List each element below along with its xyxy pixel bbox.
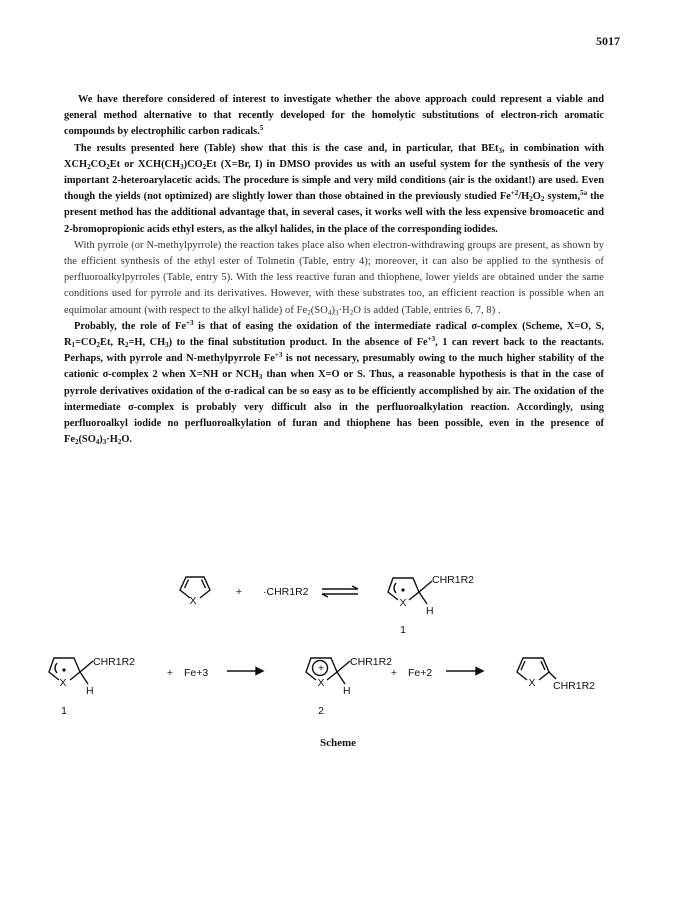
hydrogen: H — [343, 685, 351, 697]
plus-sign: + — [166, 667, 174, 679]
sigma-complex-radical-row2 — [49, 658, 93, 684]
fe3-reagent: Fe+3 — [184, 667, 209, 679]
fe2-product: Fe+2 — [408, 667, 433, 679]
hydrogen: H — [426, 605, 434, 617]
ring-atom: X — [528, 677, 536, 689]
paragraph-4: Probably, the role of $Fe^{+3}$ is that of easing the oxidation of the intermediate radical σ-complex (Scheme, X=O, S, $R_1=CO_2Et$, $R_2=H$, $CH_3$) to the final substitution product. In the absence of $Fe^{+3}$, 1 can revert back to the reactants. Perhaps, with pyrrole and N-methylpyrrole $Fe^{+3}$ is not necessary, presumably owing to the much higher stability of the cationic σ-complex 2 when X=NH or $NCH_3$ than when X=O or S. Thus, a reasonable hypothesis is that in the case of pyrrole derivatives oxidation of the σ-radical can be so easy as to be efficiently accomplished by air. The oxidation of the intermediate σ-complex is probably very difficult also in the perfluoroalkylation reaction. Accordingly, using perfluoroalkyl iodide no perfluoroalkylation of furan and thiophene has been possible, even in the presence of $Fe_2(SO_4)_3\cdot H_2O$. — [64, 318, 604, 447]
paragraph-1: We have therefore considered of interest to investigate whether the above approach could represent a viable and general method alternative to that recently developed for the homolytic substitutions of electron-rich aromatic compounds by electrophilic carbon radicals.$^5$ — [64, 94, 604, 138]
compound-label-2: 2 — [318, 705, 324, 717]
plus-sign: + — [390, 667, 398, 679]
substituent: CHR1R2 — [432, 574, 475, 586]
paragraph-3: With pyrrole (or N-methylpyrrole) the reaction takes place also when electron-withdrawing groups are present, as shown by the efficient synthesis of the ethyl ester of Tolmetin (Table, entry 4); moreover, it can also be applied to the synthesis of perfluoroalkylpyrroles (Table, entry 5). With the less reactive furan and thiophene, lower yields are obtained under the same conditions used for pyrrole and its derivatives. However, with these substrates too, an efficient reaction is possible when an equimolar amount (with respect to the alkyl halide) of $Fe_2(SO_4)_3\cdot H_2O$ is added (Table, entries 6, 7, 8) . — [64, 239, 604, 317]
compound-label-1: 1 — [400, 624, 406, 636]
sigma-complex-cation — [306, 658, 350, 684]
arrow-1 — [227, 668, 263, 675]
radical-dot — [62, 668, 65, 671]
page-number: 5017 — [596, 34, 620, 48]
equilibrium-arrow — [322, 586, 358, 597]
substituent: CHR1R2 — [350, 656, 393, 668]
hydrogen: H — [86, 685, 94, 697]
compound-label-1: 1 — [61, 705, 67, 717]
ring-atom: X — [59, 677, 67, 689]
ring-atom: X — [317, 677, 325, 689]
ring-atom: X — [189, 595, 197, 607]
arrow-2 — [446, 668, 483, 675]
scheme-caption: Scheme — [319, 737, 357, 749]
plus-sign: + — [235, 586, 243, 598]
body-text — [64, 92, 604, 448]
ring-atom: X — [399, 597, 407, 609]
sigma-complex-radical — [388, 578, 432, 604]
reaction-scheme — [0, 560, 676, 735]
paragraph-2: The results presented here (Table) show that this is the case and, in particular, that BEt$_3$, in combination with $XCH_2CO_2Et$ or $XCH(CH_3)CO_2Et$ (X=Br, I) in DMSO provides us with an useful system for the synthesis of the very important 2-heteroarylacetic acids. The procedure is simple and very mild conditions (air is the oxidant!) are used. Even though the yields (not optimized) are slightly lower than those obtained in the previously studied $Fe^{+2}/H_2O_2$ system,$^{5a}$ the present method has the additional advantage that, in several cases, it works well with the less expensive bromoacetic and 2-bromopropionic acids ethyl esters, as the alkyl halides, in the place of the corresponding iodides. — [64, 142, 605, 235]
cation-plus: + — [318, 663, 324, 675]
substituent: CHR1R2 — [553, 680, 596, 692]
substituted-heterocycle — [517, 658, 556, 680]
substituent: CHR1R2 — [93, 656, 136, 668]
radical-reagent: ·CHR1R2 — [263, 586, 309, 598]
radical-dot — [401, 588, 404, 591]
